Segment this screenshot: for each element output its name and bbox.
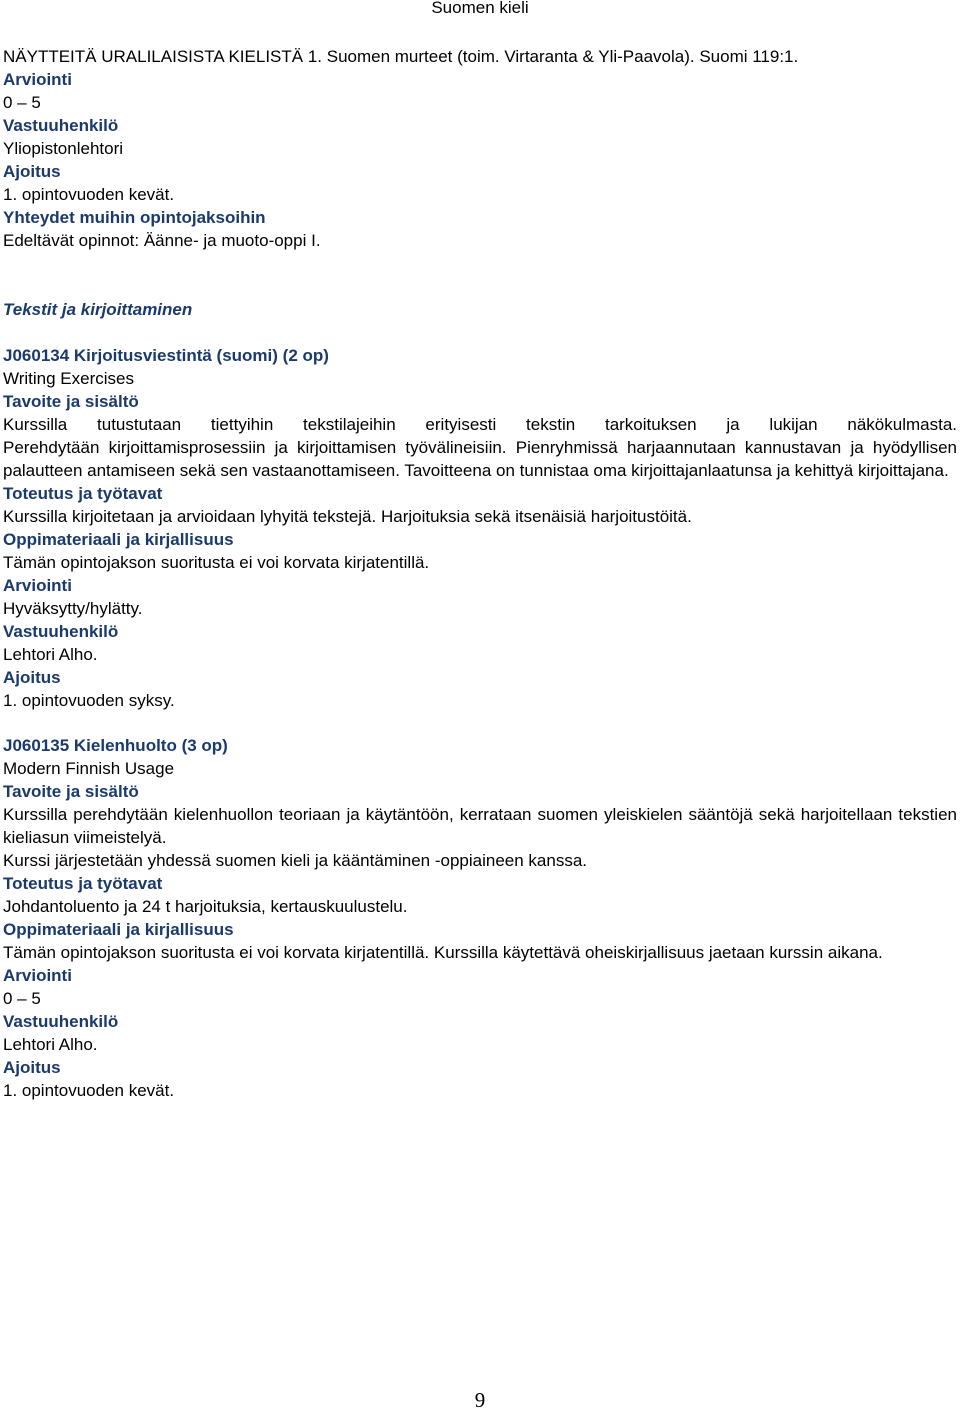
ajoitus-label: Ajoitus xyxy=(3,668,61,687)
arviointi-value: 0 – 5 xyxy=(3,989,41,1008)
running-header: Suomen kieli xyxy=(431,0,529,17)
tavoite-label: Tavoite ja sisältö xyxy=(3,392,139,411)
arviointi-value: Hyväksytty/hylätty. xyxy=(3,599,143,618)
reference-line: NÄYTTEITÄ URALILAISISTA KIELISTÄ 1. Suomen murteet (toim. Virtaranta & Yli-Paavola). Suomi 119:1. xyxy=(3,47,799,66)
arviointi-label: Arviointi xyxy=(3,576,72,595)
toteutus-label: Toteutus ja työtavat xyxy=(3,874,163,893)
tavoite-text: Kurssi järjestetään yhdessä suomen kieli ja kääntäminen -oppiaineen kanssa. xyxy=(3,851,588,870)
vastuuhenkilo-value: Lehtori Alho. xyxy=(3,645,98,664)
vastuuhenkilo-label: Vastuuhenkilö xyxy=(3,622,119,641)
oppimateriaali-value: Tämän opintojakson suoritusta ei voi korvata kirjatentillä. xyxy=(3,553,430,572)
course-english-title: Modern Finnish Usage xyxy=(3,759,175,778)
arviointi-label: Arviointi xyxy=(3,966,72,985)
ajoitus-value: 1. opintovuoden syksy. xyxy=(3,691,175,710)
tavoite-text: Kurssilla perehdytään kielenhuollon teoriaan ja käytäntöön, kerrataan suomen yleiskielen sääntöjä sekä harjoitellaan tekstien kieliasun viimeistelyä. xyxy=(3,805,957,847)
tavoite-text: Kurssilla tutustutaan tiettyihin tekstilajeihin erityisesti tekstin tarkoituksen ja lukijan näkökulmasta. xyxy=(3,415,957,434)
vastuuhenkilo-label: Vastuuhenkilö xyxy=(3,1012,119,1031)
vastuuhenkilo-value: Lehtori Alho. xyxy=(3,1035,98,1054)
ajoitus-value: 1. opintovuoden kevät. xyxy=(3,185,175,204)
toteutus-label: Toteutus ja työtavat xyxy=(3,484,163,503)
ajoitus-label: Ajoitus xyxy=(3,162,61,181)
course-english-title: Writing Exercises xyxy=(3,369,134,388)
page-number: 9 xyxy=(474,1388,486,1412)
course-title: J060134 Kirjoitusviestintä (suomi) (2 op) xyxy=(3,346,329,365)
ajoitus-value: 1. opintovuoden kevät. xyxy=(3,1081,175,1100)
oppimateriaali-value: Tämän opintojakson suoritusta ei voi korvata kirjatentillä. Kurssilla käytettävä oheiskirjallisuus jaetaan kurssin aikana. xyxy=(3,943,883,962)
ajoitus-label: Ajoitus xyxy=(3,1058,61,1077)
vastuuhenkilo-value: Yliopistonlehtori xyxy=(3,139,124,158)
tavoite-label: Tavoite ja sisältö xyxy=(3,782,139,801)
course-title: J060135 Kielenhuolto (3 op) xyxy=(3,736,228,755)
arviointi-value: 0 – 5 xyxy=(3,93,41,112)
oppimateriaali-label: Oppimateriaali ja kirjallisuus xyxy=(3,920,234,939)
oppimateriaali-label: Oppimateriaali ja kirjallisuus xyxy=(3,530,234,549)
tavoite-text: Perehdytään kirjoittamisprosessiin ja kirjoittamisen työvälineisiin. Pienryhmissä harjaannutaan kannustavan ja hyödyllisen palautteen antamiseen sekä sen vastaanottamiseen. Tavoitteena on tunnistaa oma kirjoittajanlaatunsa ja kehittyä kirjoittajana. xyxy=(3,438,957,480)
section-title: Tekstit ja kirjoittaminen xyxy=(3,300,193,319)
toteutus-value: Johdantoluento ja 24 t harjoituksia, kertauskuulustelu. xyxy=(3,897,408,916)
page-content xyxy=(3,45,957,1102)
toteutus-value: Kurssilla kirjoitetaan ja arvioidaan lyhyitä tekstejä. Harjoituksia sekä itsenäisiä harjoitustöitä. xyxy=(3,507,692,526)
vastuuhenkilo-label: Vastuuhenkilö xyxy=(3,116,119,135)
yhteydet-label: Yhteydet muihin opintojaksoihin xyxy=(3,208,266,227)
arviointi-label: Arviointi xyxy=(3,70,72,89)
yhteydet-value: Edeltävät opinnot: Äänne- ja muoto-oppi I. xyxy=(3,231,321,250)
